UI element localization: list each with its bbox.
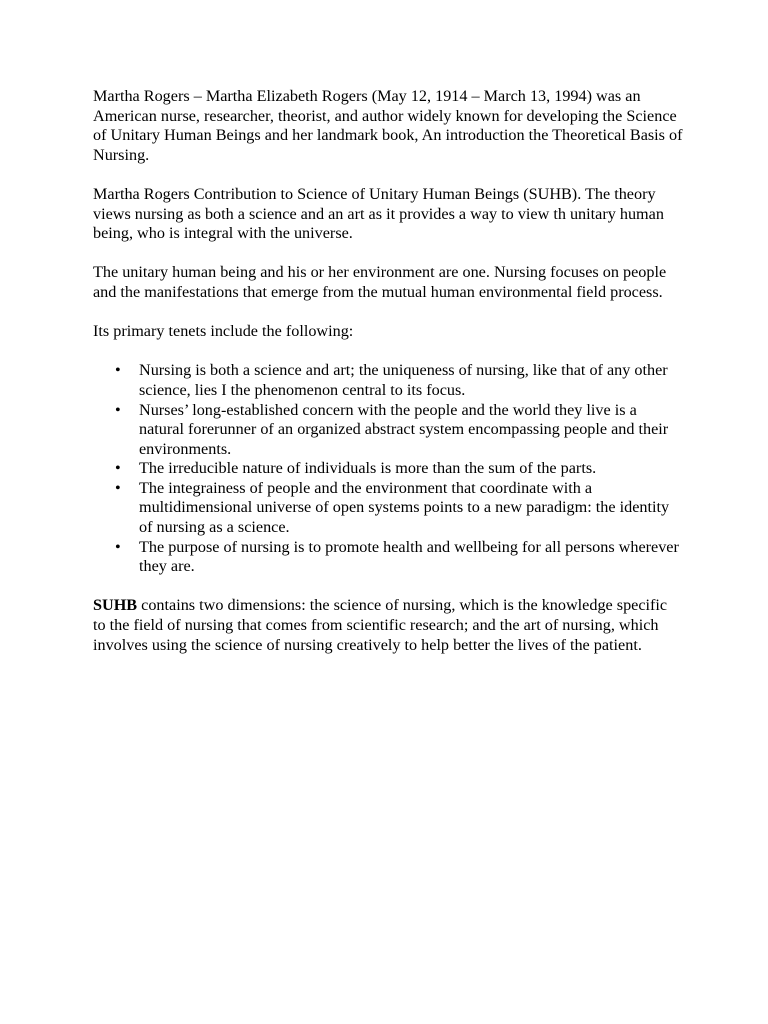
list-item-text: Nurses’ long-established concern with the people and the world they live is a natural forerunner of an organized abstract system encompassing people and their environments.	[139, 400, 669, 458]
list-item	[115, 537, 683, 577]
bullet-icon: •	[115, 361, 121, 380]
intro-paragraph: Martha Rogers – Martha Elizabeth Rogers (May 12, 1914 – March 13, 1994) was an American nurse, researcher, theorist, and author widely known for developing the Science of Unitary Human Beings and her landmark book, An introduction the Theoretical Basis of Nursing.	[93, 87, 683, 164]
document-body	[93, 87, 683, 675]
suhb-paragraph	[93, 596, 683, 655]
suhb-paragraph-text: contains two dimensions: the science of nursing, which is the knowledge specific to the field of nursing that comes from scientific research; and the art of nursing, which involves using the science of nursing creatively to help better the lives of the patient.	[93, 596, 668, 654]
list-item-text: The integrainess of people and the environment that coordinate with a multidimensional universe of open systems points to a new paradigm: the identity of nursing as a science.	[139, 478, 670, 537]
environment-paragraph: The unitary human being and his or her environment are one. Nursing focuses on people and the manifestations that emerge from the mutual human environmental field process.	[93, 263, 667, 301]
list-item-text: The purpose of nursing is to promote health and wellbeing for all persons wherever they are.	[139, 537, 679, 576]
list-item	[115, 361, 683, 400]
bullet-icon: •	[115, 459, 121, 478]
bullet-icon: •	[115, 400, 121, 419]
bullet-icon: •	[115, 478, 121, 497]
suhb-bold-term: SUHB	[93, 596, 138, 615]
list-item	[115, 478, 683, 538]
bullet-icon: •	[115, 537, 121, 556]
list-item-text: Nursing is both a science and art; the uniqueness of nursing, like that of any other science, lies I the phenomenon central to its focus.	[139, 361, 668, 399]
tenets-intro-paragraph: Its primary tenets include the following:	[93, 322, 354, 341]
list-item	[115, 400, 683, 460]
tenets-list	[93, 361, 683, 577]
list-item-text: The irreducible nature of individuals is more than the sum of the parts.	[139, 459, 597, 478]
list-item	[115, 459, 683, 479]
contribution-paragraph: Martha Rogers Contribution to Science of Unitary Human Beings (SUHB). The theory views nursing as both a science and an art as it provides a way to view th unitary human being, who is integral with the universe.	[93, 184, 664, 243]
